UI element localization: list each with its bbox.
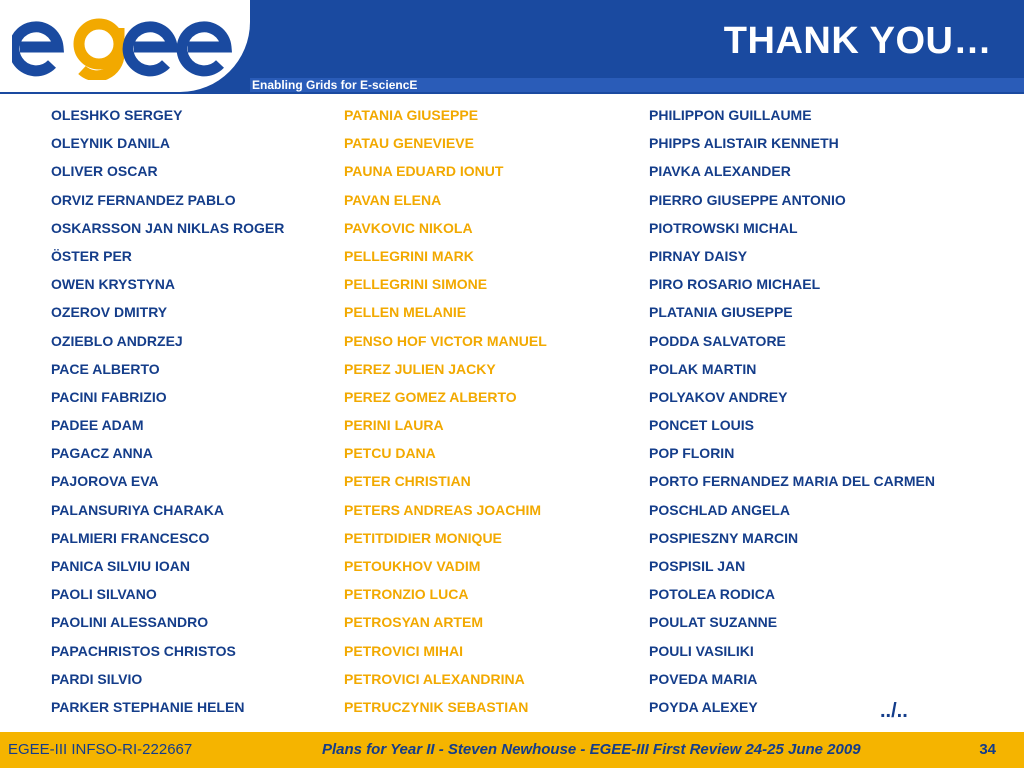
- name-entry: PAJOROVA EVA: [51, 473, 159, 490]
- egee-logo: [12, 14, 238, 80]
- name-entry: PAUNA EDUARD IONUT: [344, 163, 504, 180]
- name-entry: PLATANIA GIUSEPPE: [649, 304, 793, 321]
- name-entry: PETOUKHOV VADIM: [344, 558, 481, 574]
- name-entry: PACINI FABRIZIO: [51, 388, 167, 405]
- name-entry: PETITDIDIER MONIQUE: [344, 529, 502, 546]
- name-entry: POLYAKOV ANDREY: [649, 388, 788, 405]
- name-entry: PIOTROWSKI MICHAL: [649, 219, 798, 236]
- name-entry: POULI VASILIKI: [649, 642, 754, 659]
- name-entry: POULAT SUZANNE: [649, 614, 778, 631]
- name-entry: OZIEBLO ANDRZEJ: [51, 332, 183, 349]
- name-entry: PALMIERI FRANCESCO: [51, 529, 210, 546]
- name-entry: ORVIZ FERNANDEZ PABLO: [51, 191, 236, 208]
- name-entry: PELLEN MELANIE: [344, 304, 467, 321]
- tagline: Enabling Grids for E-sciencE: [252, 78, 418, 92]
- name-entry: PIRNAY DAISY: [649, 247, 748, 264]
- name-entry: PAGACZ ANNA: [51, 445, 153, 462]
- name-entry: POP FLORIN: [649, 445, 735, 462]
- name-entry: POTOLEA RODICA: [649, 586, 776, 603]
- names-column-3: [649, 104, 935, 724]
- name-entry: PETROSYAN ARTEM: [344, 614, 483, 631]
- name-entry: PARKER STEPHANIE HELEN: [51, 698, 245, 715]
- name-entry: POVEDA MARIA: [649, 670, 758, 687]
- name-entry: POYDA ALEXEY: [649, 698, 758, 715]
- logo-container: [0, 0, 250, 92]
- name-entry: PHILIPPON GUILLAUME: [649, 107, 812, 123]
- name-entry: PELLEGRINI MARK: [344, 247, 474, 264]
- name-entry: PEREZ GOMEZ ALBERTO: [344, 388, 517, 405]
- name-entry: PEREZ JULIEN JACKY: [344, 360, 496, 377]
- name-entry: PANICA SILVIU IOAN: [51, 558, 190, 574]
- name-entry: PATAU GENEVIEVE: [344, 135, 474, 152]
- name-entry: OLESHKO SERGEY: [51, 107, 183, 123]
- footer-bar: [0, 732, 1024, 768]
- name-entry: PETER CHRISTIAN: [344, 473, 471, 490]
- name-entry: OWEN KRYSTYNA: [51, 276, 175, 293]
- name-entry: PONCET LOUIS: [649, 417, 755, 434]
- name-entry: PATANIA GIUSEPPE: [344, 107, 479, 123]
- name-entry: PENSO HOF VICTOR MANUEL: [344, 332, 547, 349]
- name-entry: PIERRO GIUSEPPE ANTONIO: [649, 191, 846, 208]
- name-entry: PAOLINI ALESSANDRO: [51, 614, 209, 631]
- name-entry: PETROVICI MIHAI: [344, 642, 464, 659]
- name-entry: PELLEGRINI SIMONE: [344, 276, 488, 293]
- continuation-marker: ../..: [880, 700, 908, 722]
- name-entry: OZEROV DMITRY: [51, 304, 168, 321]
- name-entry: PERINI LAURA: [344, 417, 444, 434]
- name-entry: OLEYNIK DANILA: [51, 135, 170, 152]
- footer-presentation-title: Plans for Year II - Steven Newhouse - EGEE-III First Review 24-25 June 2009: [322, 741, 861, 758]
- name-entry: PAVKOVIC NIKOLA: [344, 219, 473, 236]
- names-column-2: [344, 104, 547, 724]
- name-entry: PETRUCZYNIK SEBASTIAN: [344, 698, 529, 715]
- name-entry: PADEE ADAM: [51, 417, 144, 434]
- names-column-1: [51, 104, 284, 724]
- name-entry: PORTO FERNANDEZ MARIA DEL CARMEN: [649, 473, 935, 490]
- name-entry: PARDI SILVIO: [51, 670, 143, 687]
- name-entry: PAOLI SILVANO: [51, 586, 157, 603]
- name-entry: PAVAN ELENA: [344, 191, 442, 208]
- name-entry: PIAVKA ALEXANDER: [649, 163, 791, 180]
- name-entry: POSPIESZNY MARCIN: [649, 529, 799, 546]
- name-entry: PETROVICI ALEXANDRINA: [344, 670, 525, 687]
- name-entry: PACE ALBERTO: [51, 360, 160, 377]
- name-entry: PODDA SALVATORE: [649, 332, 786, 349]
- name-entry: POSPISIL JAN: [649, 558, 746, 574]
- name-entry: PETRONZIO LUCA: [344, 586, 469, 603]
- name-entry: OSKARSSON JAN NIKLAS ROGER: [51, 219, 285, 236]
- name-entry: PAPACHRISTOS CHRISTOS: [51, 642, 236, 659]
- name-entry: PETCU DANA: [344, 445, 436, 462]
- name-entry: OLIVER OSCAR: [51, 163, 158, 180]
- slide-number: 34: [979, 741, 996, 758]
- name-entry: PETERS ANDREAS JOACHIM: [344, 501, 542, 518]
- footer-project-id: EGEE-III INFSO-RI-222667: [8, 741, 193, 758]
- name-entry: POSCHLAD ANGELA: [649, 501, 791, 518]
- name-entry: POLAK MARTIN: [649, 360, 757, 377]
- name-entry: PHIPPS ALISTAIR KENNETH: [649, 135, 839, 152]
- name-entry: PIRO ROSARIO MICHAEL: [649, 276, 821, 293]
- page-title: THANK YOU…: [723, 20, 992, 62]
- name-entry: ÖSTER PER: [51, 247, 132, 264]
- name-entry: PALANSURIYA CHARAKA: [51, 501, 224, 518]
